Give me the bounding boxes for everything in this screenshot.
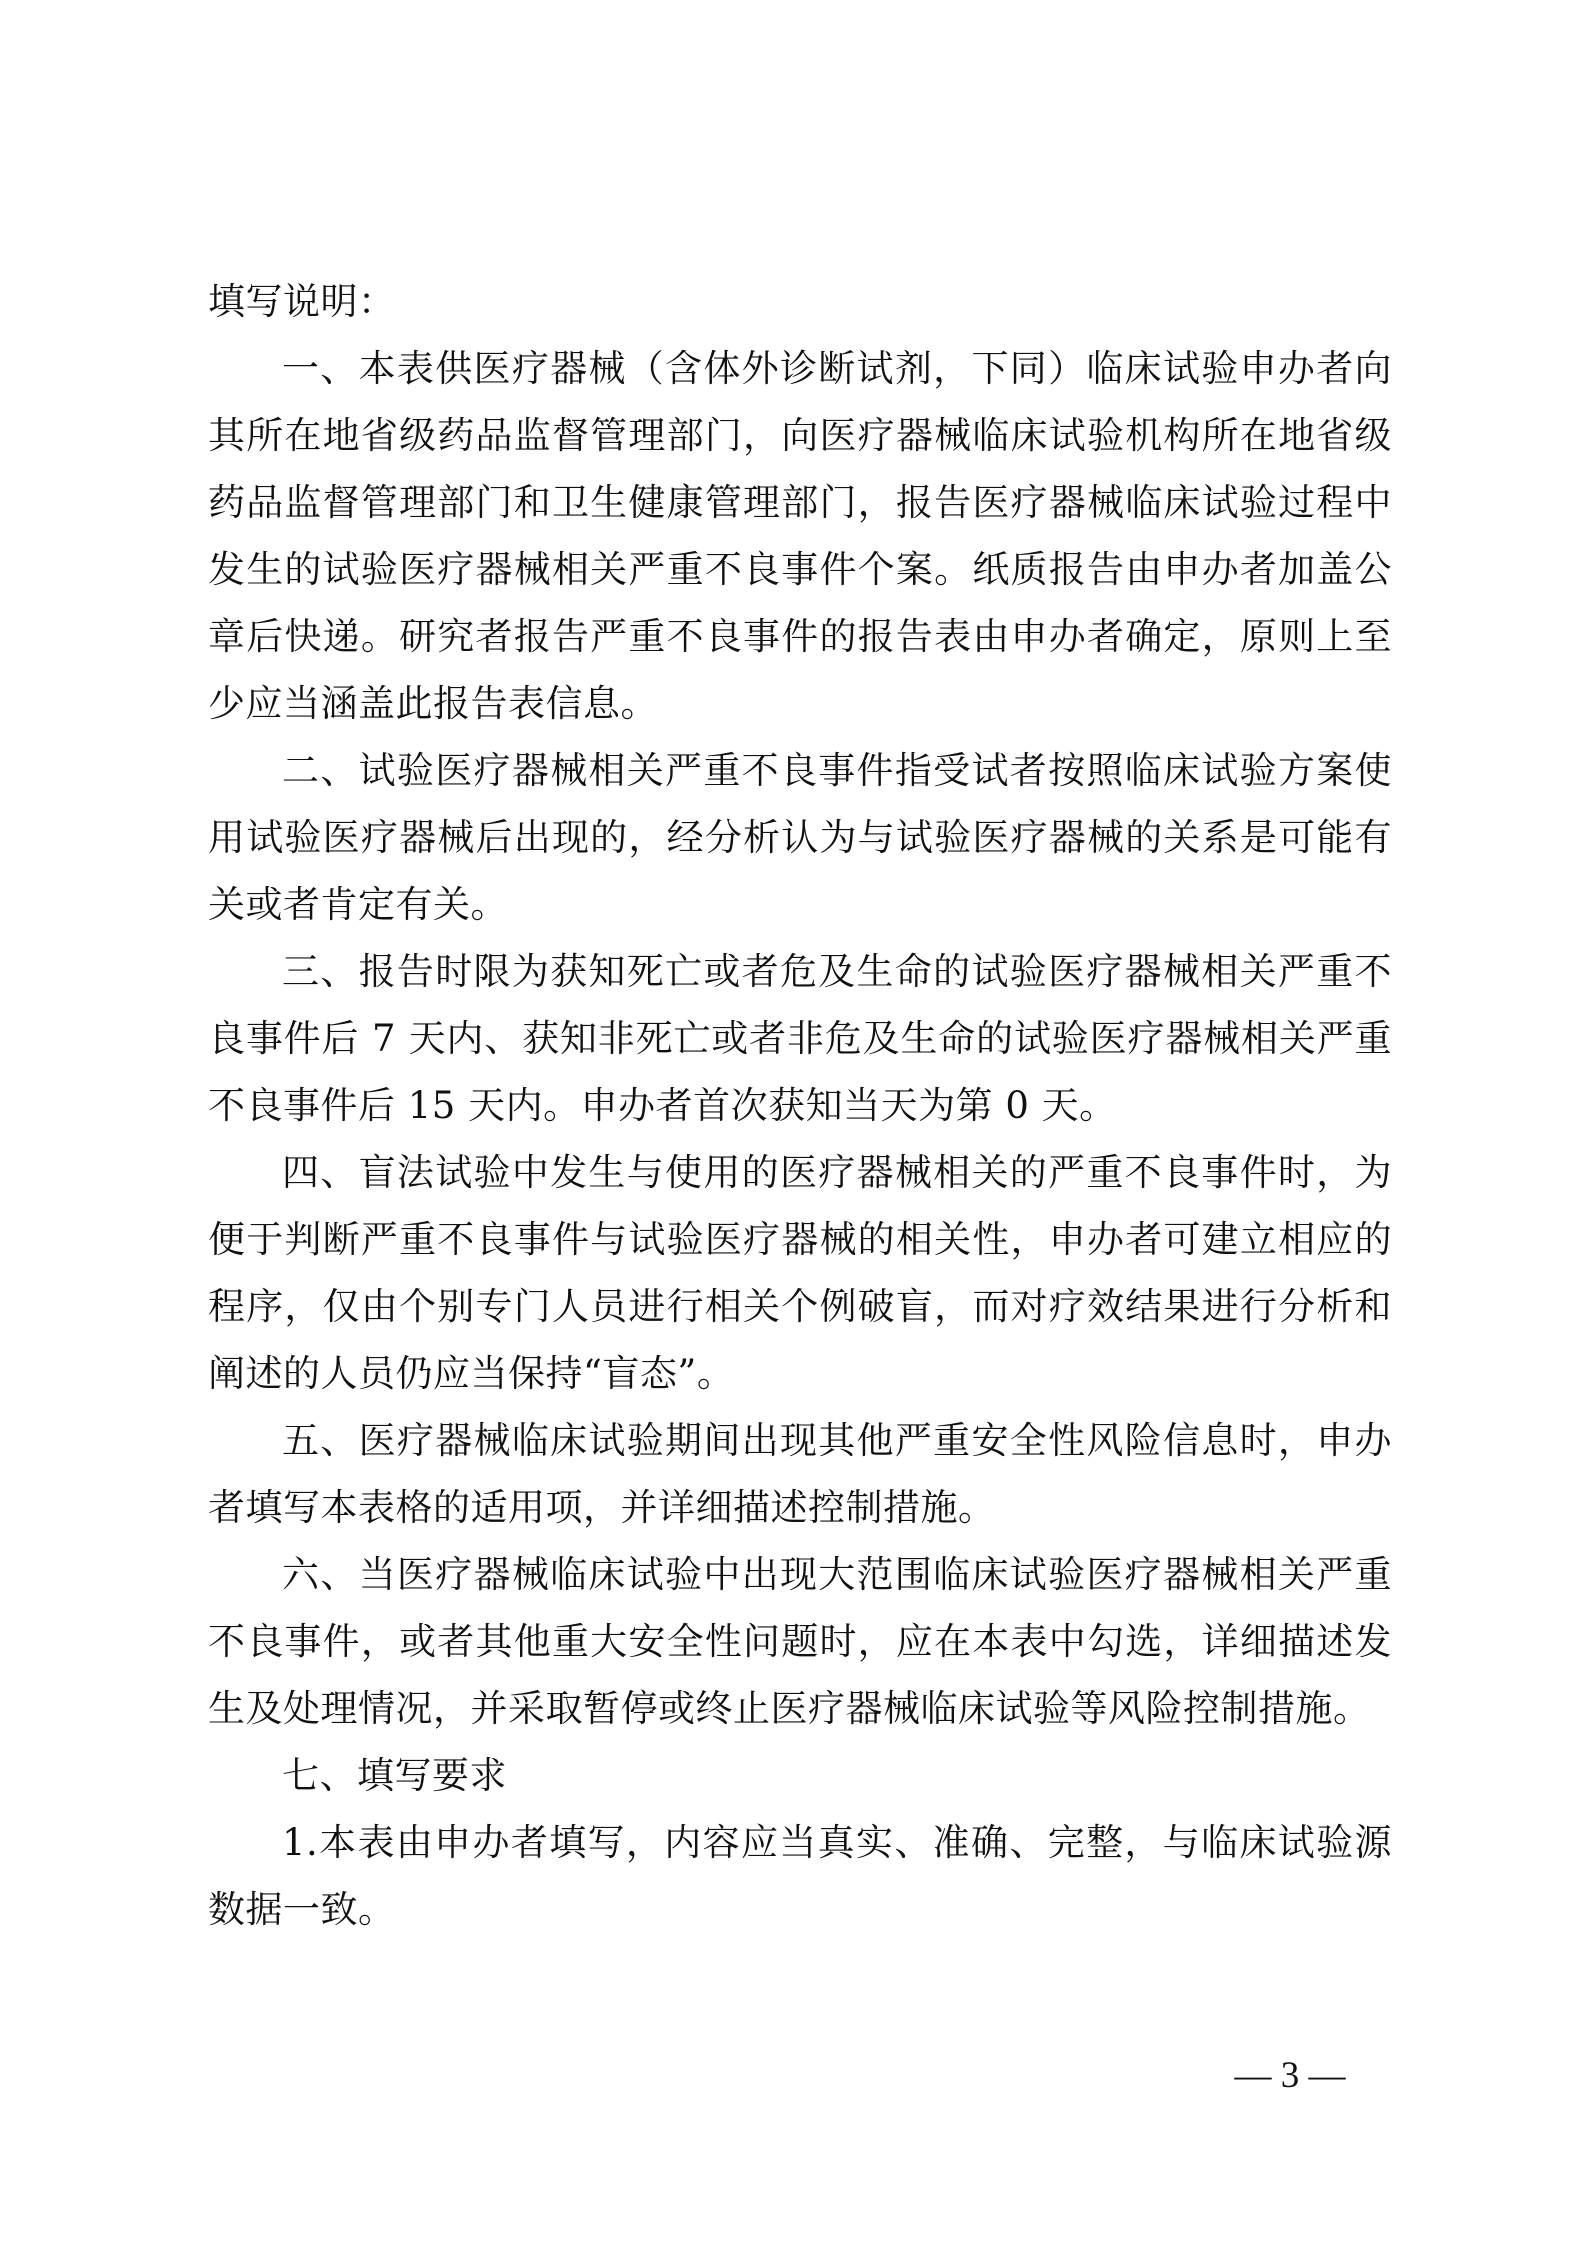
- page-number: — 3 —: [1234, 2055, 1346, 2096]
- paragraph-4-blind-trial: 四、盲法试验中发生与使用的医疗器械相关的严重不良事件时，为便于判断严重不良事件与试验医疗器械的相关性，申办者可建立相应的程序，仅由个别专门人员进行相关个例破盲，而对疗效结果进行分析和阐述的人员仍应当保持“盲态”。: [208, 1151, 1392, 1395]
- document-body: [208, 268, 1392, 1943]
- paragraph-7-item-1: 1.本表由申办者填写，内容应当真实、准确、完整，与临床试验源数据一致。: [208, 1821, 1392, 1931]
- paragraph-7-requirements-heading: 七、填写要求: [282, 1754, 507, 1797]
- paragraph-3-time-limit: 三、报告时限为获知死亡或者危及生命的试验医疗器械相关严重不良事件后 7 天内、获知非死亡或者非危及生命的试验医疗器械相关严重不良事件后 15 天内。申办者首次获知当天为第 0 天。: [208, 950, 1392, 1127]
- instructions-heading: 填写说明：: [208, 280, 396, 323]
- paragraph-2-definition: 二、试验医疗器械相关严重不良事件指受试者按照临床试验方案使用试验医疗器械后出现的，经分析认为与试验医疗器械的关系是可能有关或者肯定有关。: [208, 749, 1392, 926]
- paragraph-1-scope: 一、本表供医疗器械（含体外诊断试剂，下同）临床试验申办者向其所在地省级药品监督管理部门，向医疗器械临床试验机构所在地省级药品监督管理部门和卫生健康管理部门，报告医疗器械临床试验过程中发生的试验医疗器械相关严重不良事件个案。纸质报告由申办者加盖公章后快递。研究者报告严重不良事件的报告表由申办者确定，原则上至少应当涵盖此报告表信息。: [208, 347, 1392, 725]
- paragraph-5-other-risks: 五、医疗器械临床试验期间出现其他严重安全性风险信息时，申办者填写本表格的适用项，并详细描述控制措施。: [208, 1419, 1392, 1529]
- paragraph-6-major-issues: 六、当医疗器械临床试验中出现大范围临床试验医疗器械相关严重不良事件，或者其他重大安全性问题时，应在本表中勾选，详细描述发生及处理情况，并采取暂停或终止医疗器械临床试验等风险控制措施。: [208, 1553, 1392, 1730]
